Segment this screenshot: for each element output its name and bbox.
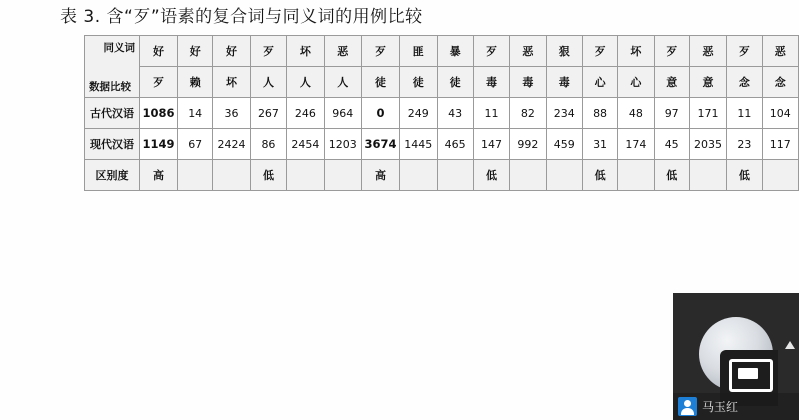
- table-cell: 1445: [400, 129, 437, 160]
- column-header-bottom: 心: [582, 67, 617, 98]
- corner-bottom-label: 数据比较: [89, 80, 131, 93]
- comparison-table-wrapper: [84, 35, 799, 191]
- table-cell: 23: [727, 129, 762, 160]
- table-cell: 249: [400, 98, 437, 129]
- corner-top-label: 同义词: [103, 41, 135, 54]
- column-header-bottom: 念: [727, 67, 762, 98]
- table-cell: 高: [362, 160, 400, 191]
- table-row: [85, 160, 799, 191]
- table-cell: 低: [654, 160, 689, 191]
- table-cell: 0: [362, 98, 400, 129]
- table-cell: 1203: [324, 129, 361, 160]
- column-header-bottom: 毒: [510, 67, 546, 98]
- table-cell: 234: [546, 98, 582, 129]
- column-header-bottom: 毒: [546, 67, 582, 98]
- table-cell: 低: [250, 160, 286, 191]
- table-cell: [287, 160, 324, 191]
- table-cell: 104: [762, 98, 798, 129]
- column-header-bottom: 坏: [213, 67, 250, 98]
- presenter-name-bar: [673, 393, 799, 420]
- table-cell: [324, 160, 361, 191]
- screen-share-icon: [729, 359, 773, 392]
- row-label: 区别度: [85, 160, 140, 191]
- table-cell: 992: [510, 129, 546, 160]
- table-cell: 45: [654, 129, 689, 160]
- column-header-top: 恶: [510, 36, 546, 67]
- table-cell: 465: [437, 129, 473, 160]
- table-row: [85, 129, 799, 160]
- column-header-top: 好: [140, 36, 178, 67]
- table-cell: 11: [473, 98, 509, 129]
- column-header-top: 恶: [324, 36, 361, 67]
- presenter-name: 马玉红: [702, 400, 739, 414]
- table-corner-header: [85, 36, 140, 98]
- column-header-bottom: 人: [250, 67, 286, 98]
- column-header-top: 歹: [582, 36, 617, 67]
- table-cell: 117: [762, 129, 798, 160]
- column-header-top: 匪: [400, 36, 437, 67]
- table-cell: 11: [727, 98, 762, 129]
- row-label: 古代汉语: [85, 98, 140, 129]
- column-header-bottom: 心: [618, 67, 654, 98]
- column-header-bottom: 人: [324, 67, 361, 98]
- comparison-table: [84, 35, 799, 191]
- column-header-bottom: 徒: [437, 67, 473, 98]
- table-cell: 低: [582, 160, 617, 191]
- table-cell: 低: [727, 160, 762, 191]
- table-cell: 48: [618, 98, 654, 129]
- table-cell: [689, 160, 726, 191]
- table-cell: 174: [618, 129, 654, 160]
- table-cell: 97: [654, 98, 689, 129]
- row-label: 现代汉语: [85, 129, 140, 160]
- table-cell: 2454: [287, 129, 324, 160]
- table-cell: 88: [582, 98, 617, 129]
- table-cell: 2424: [213, 129, 250, 160]
- table-cell: 3674: [362, 129, 400, 160]
- table-cell: 246: [287, 98, 324, 129]
- chevron-up-icon[interactable]: [785, 341, 795, 349]
- table-cell: 31: [582, 129, 617, 160]
- table-cell: 171: [689, 98, 726, 129]
- table-cell: [178, 160, 213, 191]
- column-header-top: 恶: [689, 36, 726, 67]
- column-header-top: 歹: [473, 36, 509, 67]
- table-header-row-top: [85, 36, 799, 67]
- table-cell: 14: [178, 98, 213, 129]
- table-cell: 67: [178, 129, 213, 160]
- column-header-top: 狠: [546, 36, 582, 67]
- table-cell: 1149: [140, 129, 178, 160]
- table-cell: 86: [250, 129, 286, 160]
- table-cell: 964: [324, 98, 361, 129]
- table-cell: [762, 160, 798, 191]
- page-title: 表 3. 含“歹”语素的复合词与同义词的用例比较: [60, 7, 423, 27]
- column-header-top: 坏: [287, 36, 324, 67]
- table-row: [85, 98, 799, 129]
- table-cell: 1086: [140, 98, 178, 129]
- avatar: [678, 397, 697, 416]
- column-header-top: 好: [178, 36, 213, 67]
- column-header-top: 歹: [250, 36, 286, 67]
- table-body: [85, 36, 799, 191]
- table-cell: 82: [510, 98, 546, 129]
- diagonal-header: [85, 37, 139, 97]
- column-header-top: 好: [213, 36, 250, 67]
- column-header-top: 暴: [437, 36, 473, 67]
- column-header-bottom: 意: [654, 67, 689, 98]
- table-cell: 2035: [689, 129, 726, 160]
- table-cell: 高: [140, 160, 178, 191]
- table-cell: 36: [213, 98, 250, 129]
- column-header-top: 恶: [762, 36, 798, 67]
- column-header-bottom: 歹: [140, 67, 178, 98]
- column-header-top: 歹: [654, 36, 689, 67]
- column-header-bottom: 人: [287, 67, 324, 98]
- table-cell: [510, 160, 546, 191]
- column-header-bottom: 念: [762, 67, 798, 98]
- column-header-bottom: 毒: [473, 67, 509, 98]
- table-cell: 147: [473, 129, 509, 160]
- table-cell: 459: [546, 129, 582, 160]
- column-header-bottom: 徒: [362, 67, 400, 98]
- column-header-bottom: 徒: [400, 67, 437, 98]
- table-cell: 267: [250, 98, 286, 129]
- table-cell: [618, 160, 654, 191]
- column-header-top: 歹: [362, 36, 400, 67]
- table-cell: 43: [437, 98, 473, 129]
- table-cell: [546, 160, 582, 191]
- table-cell: 低: [473, 160, 509, 191]
- column-header-top: 坏: [618, 36, 654, 67]
- column-header-top: 歹: [727, 36, 762, 67]
- column-header-bottom: 赖: [178, 67, 213, 98]
- column-header-bottom: 意: [689, 67, 726, 98]
- table-header-row-bottom: [85, 67, 799, 98]
- table-cell: [437, 160, 473, 191]
- table-cell: [213, 160, 250, 191]
- table-cell: [400, 160, 437, 191]
